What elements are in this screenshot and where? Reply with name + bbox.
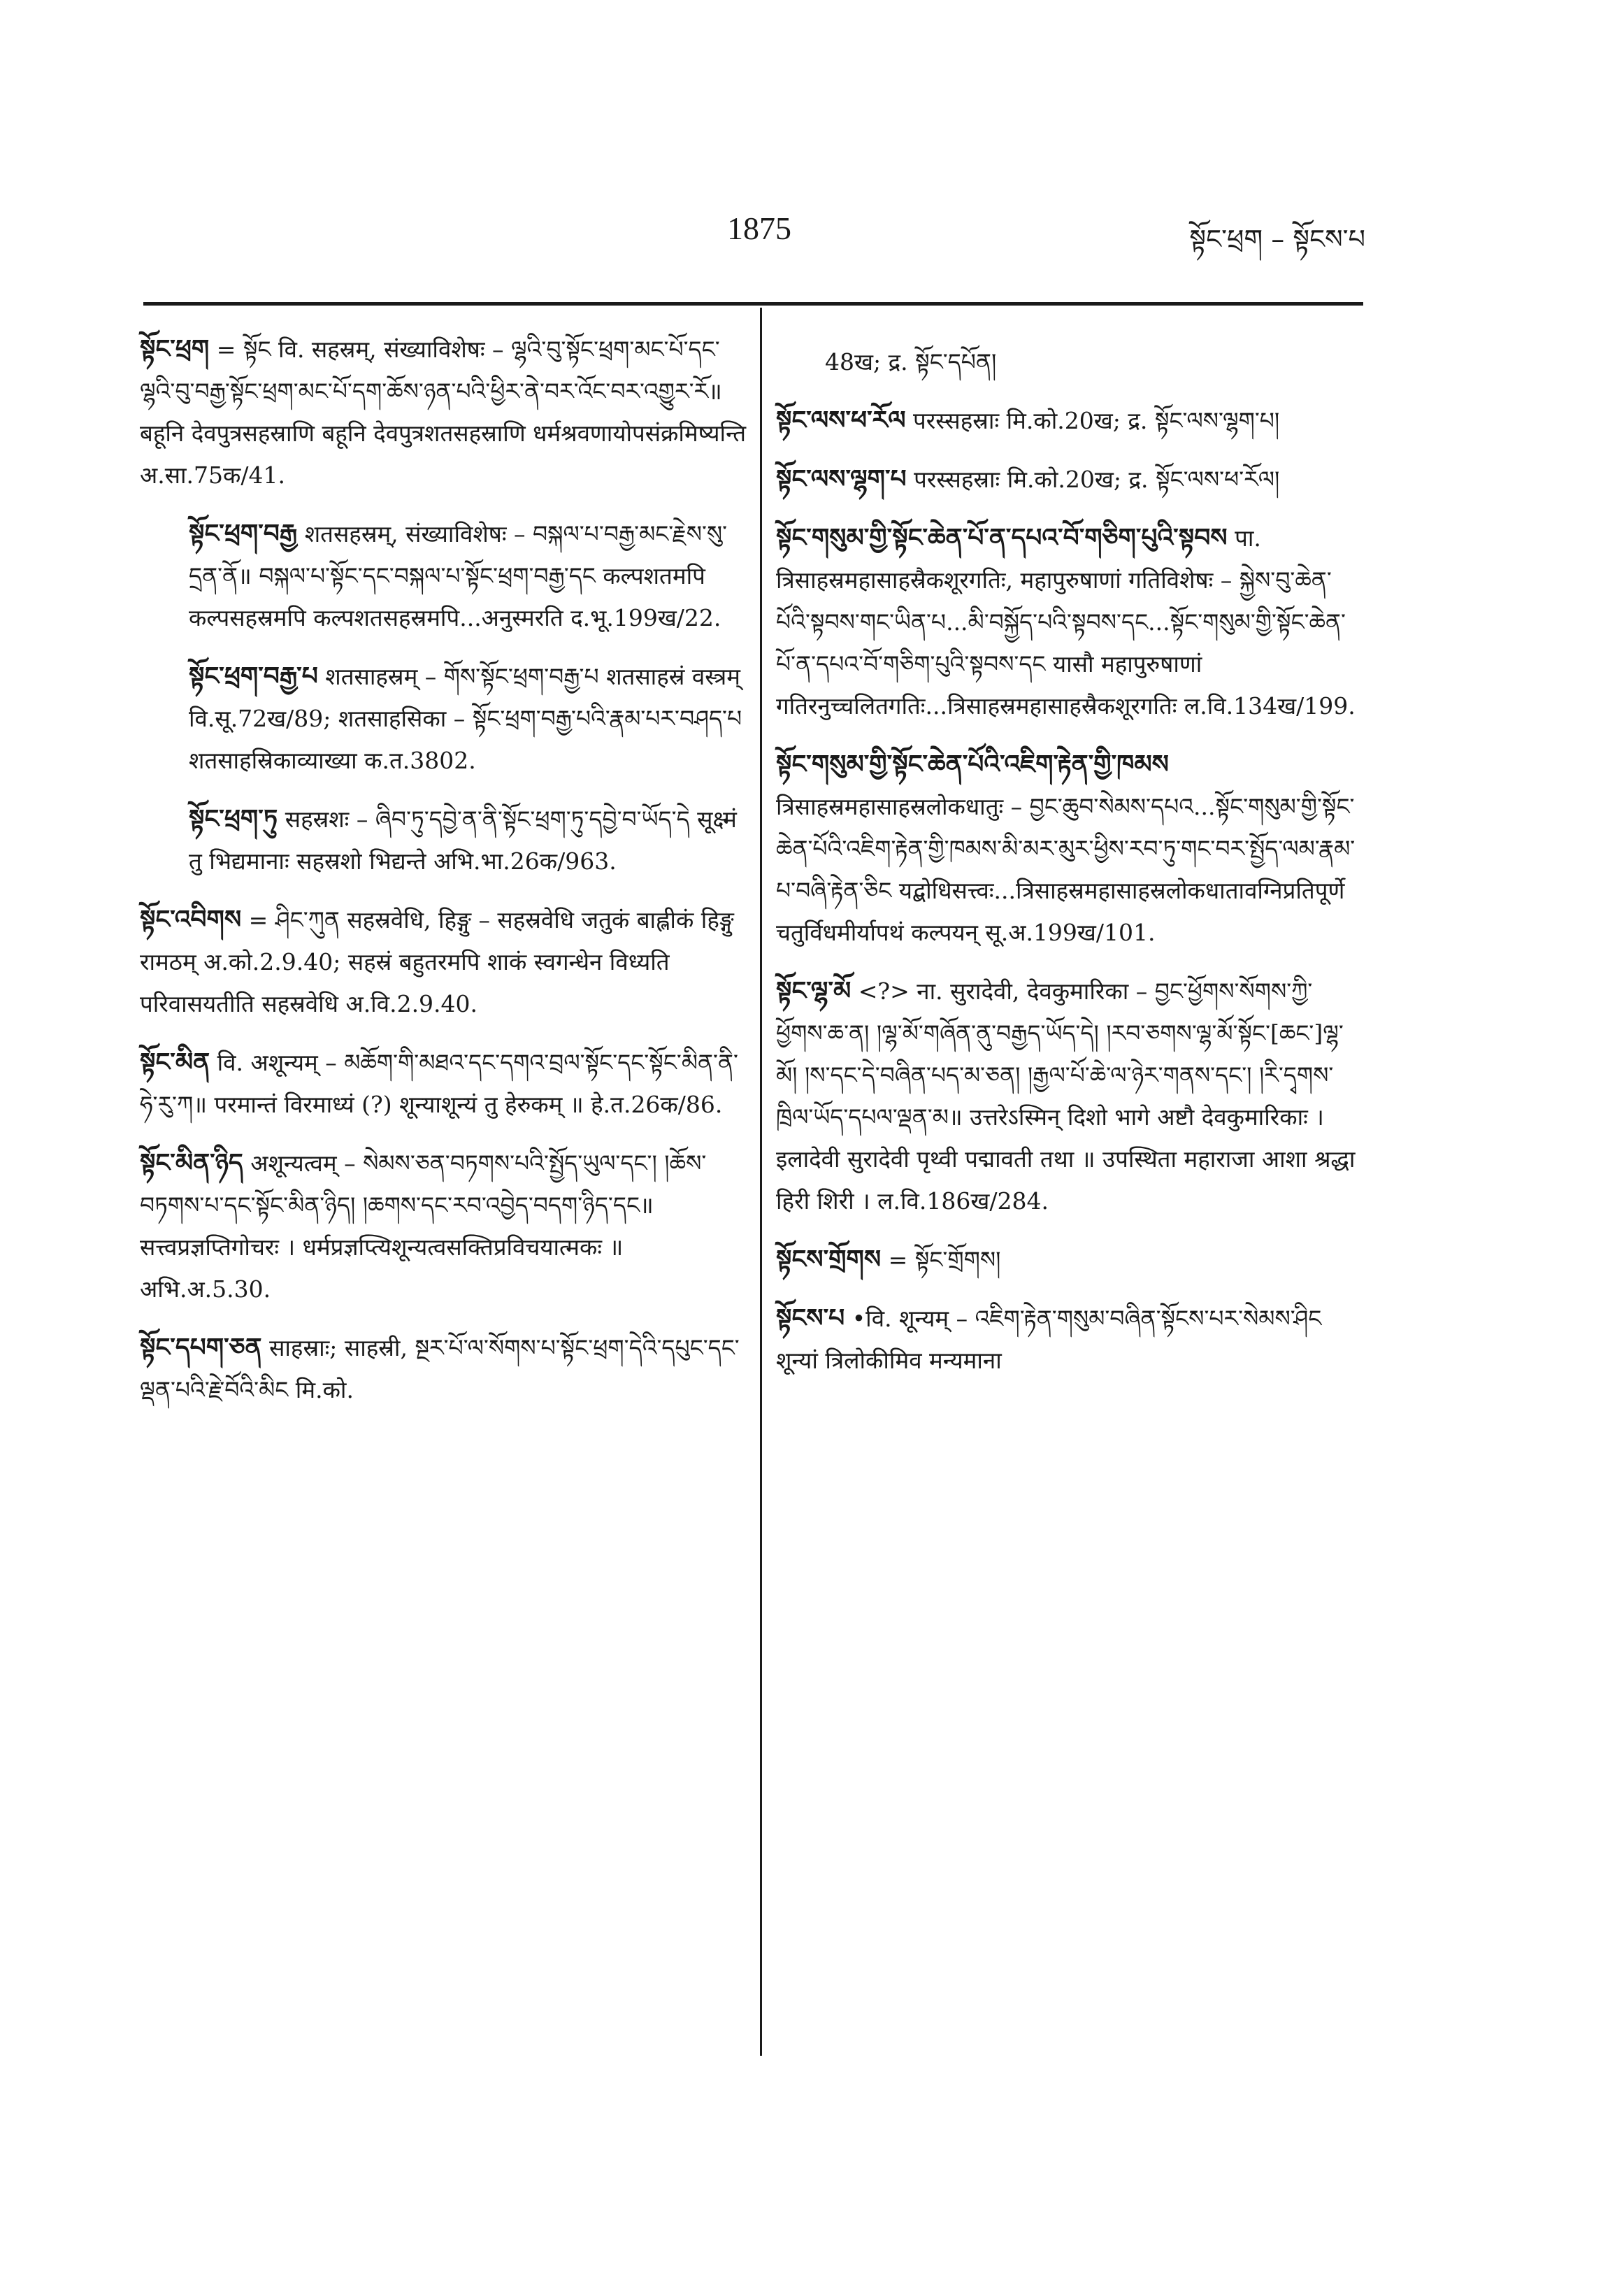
entry-text: वि. अशून्यम् – མཆོག་གི་མཐའ་དང་དགའ་བྲལ་སྟོང་དང་སྟོང་མིན་ནི་ཧེ་རུ་ཀ॥ परमान्तं विरमाध्यं (?) शून्याशून्यं तु हेरुकम् ॥ हे.त.26क/86. — [140, 1049, 738, 1118]
entry-text: शतसाहस्रम् – གོས་སྟོང་ཕྲག་བརྒྱ་པ शतसाहस्रं वस्त्रम् वि.सू.72ख/89; शतसाहसिका – སྟོང་ཕྲག་བརྒྱ་པའི་རྣམ་པར་བཤད་པ शतसाहस्रिकाव्याख्या क.त.3802. — [189, 663, 742, 774]
dictionary-entry — [776, 459, 1363, 501]
dictionary-entry — [776, 744, 1363, 954]
dictionary-subentry — [140, 656, 748, 782]
entry-headword: སྟོངས་གྲོགས — [776, 1245, 882, 1274]
entry-text: अशून्यत्वम् – སེམས་ཅན་བཏགས་པའི་སྤྱོད་ཡུལ་དང་། །ཆོས་བཏགས་པ་དང་སྟོང་མིན་ཉིད། །ཆགས་དང་རབ་འབྱེད་བདག་ཉིད་དང॥ सत्त्वप्रज्ञप्तिगोचरः । धर्मप्रज्ञप्त्यिशून्यत्वसक्तिप्रविचयात्मकः ॥ अभि.अ.5.30. — [140, 1150, 707, 1303]
dictionary-entry — [776, 971, 1363, 1222]
entry-text: = སྟོང་གྲོགས། — [888, 1246, 1001, 1273]
right-column — [776, 329, 1363, 1398]
entry-text: त्रिसाहस्रमहासाहस्रलोकधातुः – བྱང་ཆུབ་སེམས་དཔའ...སྟོང་གསུམ་གྱི་སྟོང་ཆེན་པོའི་འཇིག་རྟེན་གྱི་ཁམས་མི་མར་མུར་ཕྱིས་རབ་ཏུ་གང་བར་སྤྱོད་ལམ་རྣམ་པ་བཞི་རྟེན་ཅིང यद्बोधिसत्त्वः...त्रिसाहस्रमहासाहस्रलोकधातावग्निप्रतिपूर्णे चतुर्विधमीर्यापथं कल्पयन् सू.अ.199ख/101. — [776, 793, 1356, 946]
entry-headword: སྟོང་གསུམ་གྱི་སྟོང་ཆེན་པོ་ན་དཔའ་བོ་གཅིག་པུའི་སྟབས — [776, 524, 1228, 552]
entry-headword: སྟོང་ཕྲག་ཏུ — [189, 805, 278, 833]
dictionary-entry — [140, 1143, 748, 1310]
dictionary-entry — [776, 1239, 1363, 1281]
entry-text: <?> ना. सुरादेवी, देवकुमारिका – བྱང་ཕྱོགས་སོགས་ཀྱི་ཕྱོགས་ཆ་ན། །ལྷ་མོ་གཞོན་ནུ་བརྒྱད་ཡོད་དེ། །རབ་ཅགས་ལྷ་མོ་སྟོང་[ཆང་]ལྷ་མོ། །ས་དང་དེ་བཞིན་པད་མ་ཅན། །རྒྱལ་པོ་ཆེ་ལ་ཉེར་གནས་དང་། །རི་དྭགས་ཁྲིལ་ཡོད་དཔལ་ལྡན་མ॥ उत्तरेऽस्मिन् दिशो भागे अष्टौ देवकुमारिकाः । इलादेवी सुरादेवी पृथ्वी पद्मावती तथा ॥ उपस्थिता महाराजा आशा श्रद्धा हिरी शिरी । ल.वि.186ख/284. — [776, 978, 1356, 1215]
dictionary-entry — [776, 400, 1363, 442]
entry-text: परस्सहस्राः मि.को.20ख; द्र. སྟོང་ལས་ཕ་རོལ། — [914, 466, 1280, 493]
dictionary-entry — [140, 1327, 748, 1411]
dictionary-entry — [140, 329, 748, 496]
entry-text: = སྟོང वि. सहस्रम्, संख्याविशेषः – ལྷའི་བུ་སྟོང་ཕྲག་མང་པོ་དང་ལྷའི་བུ་བརྒྱ་སྟོང་ཕྲག་མང་པོ་དག་ཆོས་ཉན་པའི་ཕྱིར་ནེ་བར་འོང་བར་འགྱུར་རོ॥ बहूनि देवपुत्रसहस्राणि बहूनि देवपुत्रशतसहस्राणि धर्मश्रवणायोपसंक्रमिष्यन्ति अ.सा.75क/41. — [140, 336, 747, 489]
dictionary-entry — [776, 1298, 1363, 1382]
column-divider — [760, 308, 762, 2056]
running-head: སྟོང་ཕྲག – སྟོངས་པ — [1189, 224, 1365, 255]
dictionary-entry — [140, 899, 748, 1025]
dictionary-entry — [140, 1042, 748, 1126]
entry-headword: སྟོང་ཕྲག་བརྒྱ་པ — [189, 662, 318, 691]
entry-text: = ཤིང་ཀུན सहस्रवेधि, हिङ्गु – सहस्रवेधि जतुकं बाह्लीकं हिङ्गु रामठम् अ.को.2.9.40; सहस्रं बहुतरमपि शाकं स्वगन्धेन विध्यति परिवासयतीति सहस्रवेधि अ.वि.2.9.40. — [140, 906, 734, 1017]
header-rule — [143, 302, 1363, 306]
entry-headword: སྟོངས་པ — [776, 1304, 845, 1333]
entry-text: साहस्राः; साहस्री, སྔར་པོ་ལ་སོགས་པ་སྟོང་ཕྲག་དེའི་དཔུང་དང་ལྡན་པའི་རྗེ་བོའི་མིང मि.को. — [140, 1334, 740, 1403]
page-number: 1875 — [727, 210, 791, 246]
left-column — [140, 329, 748, 1428]
entry-headword: སྟོང་ལས་ཕ་རོལ — [776, 406, 906, 435]
entry-headword: སྟོང་མིན — [140, 1048, 210, 1077]
entry-headword: སྟོང་གསུམ་གྱི་སྟོང་ཆེན་པོའི་འཇིག་རྟེན་གྱི་ཁམས — [776, 750, 1169, 779]
dictionary-entry-continued — [776, 341, 1363, 383]
entry-headword: སྟོང་ལས་ལྷག་པ — [776, 465, 907, 494]
entry-headword: སྟོང་འབིགས — [140, 906, 242, 934]
entry-headword: སྟོང་ཕྲག་བརྒྱ — [189, 520, 298, 548]
dictionary-subentry — [140, 799, 748, 882]
entry-text: शतसहस्रम्, संख्याविशेषः – བསྐལ་པ་བརྒྱ་མང་རྗེས་སུ་དྲན་ནོ॥ བསྐལ་པ་སྟོང་དང་བསྐལ་པ་སྟོང་ཕྲག་བརྒྱ་དང कल्पशतमपि कल्पसहस्रमपि कल्पशतसहस्रमपि...अनुस्मरति द.भू.199ख/22. — [189, 520, 728, 631]
entry-text: सहस्रशः – ཞིབ་ཏུ་དབྱེ་ན་ནི་སྟོང་ཕྲག་ཏུ་དབྱེ་བ་ཡོད་དེ सूक्ष्मं तु भिद्यमानाः सहस्रशो भिद्यन्ते अभि.भा.26क/963. — [189, 806, 737, 875]
entry-text: परस्सहस्राः मि.को.20ख; द्र. སྟོང་ལས་ལྷག་པ། — [913, 407, 1280, 434]
entry-text: 48ख; द्र. སྟོང་དཔོན། — [825, 348, 997, 375]
entry-text: •वि. शून्यम् – འཇིག་རྟེན་གསུམ་བཞིན་སྟོངས་པར་སེམས་ཤིང शून्यां त्रिलोकीमिव मन्यमाना — [776, 1305, 1322, 1374]
entry-headword: སྟོང་ཕྲག — [140, 335, 210, 364]
entry-headword: སྟོང་མིན་ཉིད — [140, 1149, 243, 1178]
entry-headword: སྟོང་ལྷ་མོ — [776, 977, 851, 1006]
entry-headword: སྟོང་དཔག་ཅན — [140, 1333, 262, 1362]
dictionary-entry — [776, 517, 1363, 727]
entry-text: पा. त्रिसाहस्रमहासाहस्रैकशूरगतिः, महापुरुषाणां गतिविशेषः – སྐྱེས་བུ་ཆེན་པོའི་སྟབས་གང་ཡིན་པ...མི་བསྐྱོད་པའི་སྟབས་དང...སྟོང་གསུམ་གྱི་སྟོང་ཆེན་པོ་ན་དཔའ་བོ་གཅིག་པུའི་སྟབས་དང यासौ महापुरुषाणां गतिरनुच्चलितगतिः...त्रिसाहस्रमहासाहस्रैकशूरगतिः ल.वि.134ख/199. — [776, 524, 1356, 720]
dictionary-subentry — [140, 513, 748, 639]
